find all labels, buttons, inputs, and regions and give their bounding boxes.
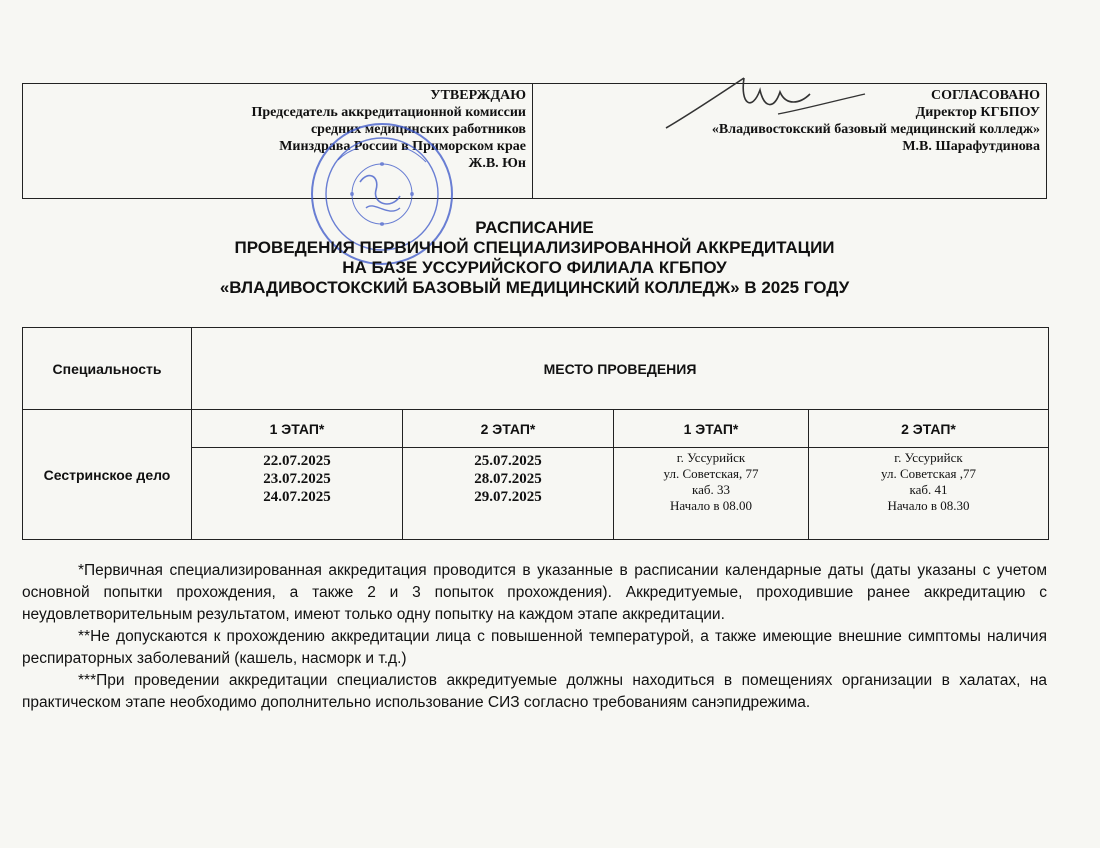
stage2-date: 28.07.2025 [474,471,542,487]
title-line-1: РАСПИСАНИЕ [475,218,594,237]
stage1-start-time: Начало в 08.00 [670,498,752,513]
stage1-date: 23.07.2025 [263,471,331,487]
schedule-table [22,327,1049,540]
stage2-city: г. Уссурийск [894,450,963,465]
approval-signatory: Ж.В. Юн [468,156,526,171]
stage-header-3: 1 ЭТАП* [614,410,809,448]
specialty-cell: Сестринское дело [23,410,192,540]
stage-header-1: 1 ЭТАП* [192,410,403,448]
title-line-3: НА БАЗЕ УССУРИЙСКОГО ФИЛИАЛА КГБПОУ [342,258,727,277]
stage1-date: 24.07.2025 [263,489,331,505]
agreement-line-1: Директор КГБПОУ [915,105,1040,120]
agreement-signatory: М.В. Шарафутдинова [902,139,1040,154]
stage1-dates-cell [192,448,403,540]
stage1-place-cell [614,448,809,540]
approval-block [23,84,533,199]
title-line-2: ПРОВЕДЕНИЯ ПЕРВИЧНОЙ СПЕЦИАЛИЗИРОВАННОЙ АККРЕДИТАЦИИ [234,238,835,257]
stage1-room: каб. 33 [691,482,730,497]
stage2-room: каб. 41 [909,482,948,497]
stage1-city: г. Уссурийск [676,450,746,465]
stage2-start-time: Начало в 08.30 [887,498,970,513]
footnote-1: *Первичная специализированная аккредитация проводится в указанные в расписании календарные даты (даты указаны с учетом основной попытки прохождения, а также 2 и 3 попыток прохождения). Аккредитуемые, проходившие ранее аккредитацию с неудовлетворительным результатом, имеют только одну попытку на каждом этапе аккредитации. [22,562,1047,623]
title-line-4: «ВЛАДИВОСТОКСКИЙ БАЗОВЫЙ МЕДИЦИНСКИЙ КОЛЛЕДЖ» В 2025 ГОДУ [219,278,850,297]
document-title [22,218,1047,298]
footnotes [22,560,1047,714]
place-header: МЕСТО ПРОВЕДЕНИЯ [192,328,1049,410]
approval-heading: УТВЕРЖДАЮ [430,88,526,103]
specialty-header: Специальность [23,328,192,410]
stage1-street: ул. Советская, 77 [663,466,759,481]
agreement-heading: СОГЛАСОВАНО [931,88,1040,103]
stage2-date: 25.07.2025 [474,453,542,469]
stage-header-2: 2 ЭТАП* [403,410,614,448]
stage2-date: 29.07.2025 [474,489,542,505]
agreement-line-2: «Владивостокский базовый медицинский колледж» [711,122,1040,137]
footnote-2: **Не допускаются к прохождению аккредитации лица с повышенной температурой, а также имеющие внешние симптомы наличия респираторных заболеваний (кашель, насморк и т.д.) [22,628,1047,667]
stage2-place-cell [809,448,1049,540]
approval-line-3: Минздрава России в Приморском крае [279,139,526,154]
stage2-dates-cell [403,448,614,540]
approval-header [22,83,1047,199]
handwritten-signature [660,64,870,136]
schedule-header-row [23,328,1049,410]
stage1-date: 22.07.2025 [263,453,331,469]
stage-header-row [23,410,1049,448]
footnote-3: ***При проведении аккредитации специалистов аккредитуемые должны находиться в помещениях организации в халатах, на практическом этапе необходимо дополнительно использование СИЗ согласно требованиям санэпидрежима. [22,672,1047,711]
approval-line-2: средних медицинских работников [310,122,526,137]
stage-header-4: 2 ЭТАП* [809,410,1049,448]
approval-line-1: Председатель аккредитационной комиссии [251,105,526,120]
stage2-street: ул. Советская ,77 [881,466,976,481]
